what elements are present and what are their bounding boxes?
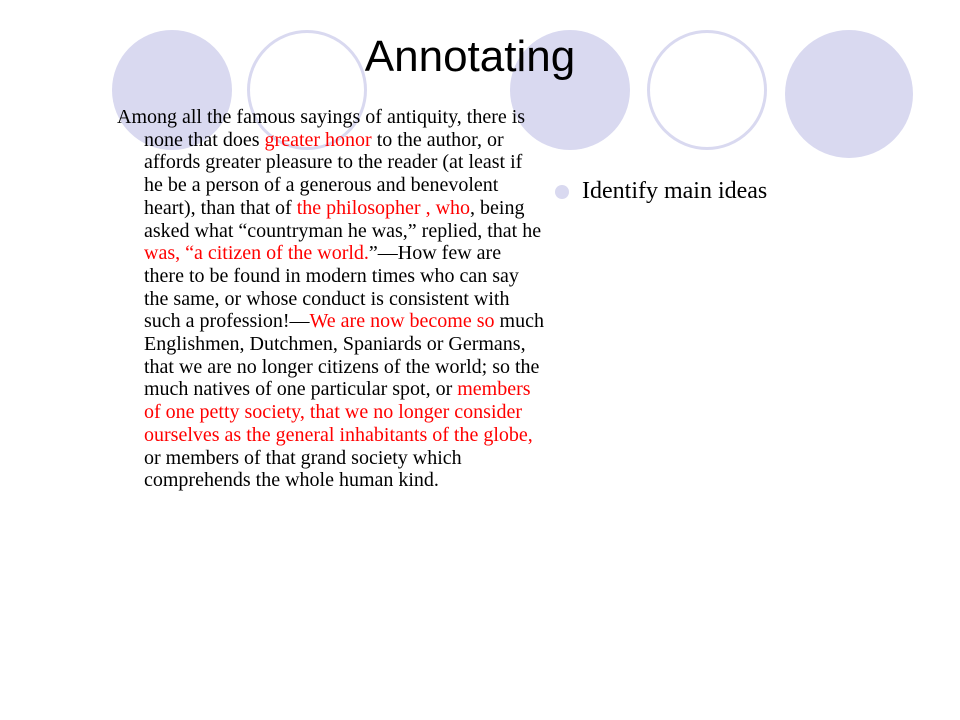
highlighted-phrase: members of one petty society, that we no longer consider ourselves as the general inhabitants of the globe, (144, 378, 533, 446)
passage-segment: to the author, or affords greater pleasure to the reader (at least if he be a person of a generous and benevolent heart), than that of (144, 128, 523, 219)
bullet-item (555, 178, 767, 205)
bullet-label: Identify main ideas (582, 178, 768, 204)
highlighted-phrase: was, “a citizen of the world. (144, 242, 369, 265)
highlighted-phrase: the philosopher , who (296, 196, 471, 219)
passage-text (117, 106, 546, 492)
passage-segment: Among all the famous sayings of antiquity, there is none that does (117, 106, 526, 151)
passage-segment: , being asked what “countryman he was,” replied, that he (144, 196, 542, 242)
passage-segment: much Englishmen, Dutchmen, Spaniards or Germans, that we are no longer citizens of the world; so the much natives of one particular spot, or (144, 310, 544, 401)
highlighted-phrase: greater honor (264, 128, 372, 151)
passage-segment: or members of that grand society which comprehends the whole human kind. (144, 446, 462, 492)
bullet-list (555, 178, 767, 205)
passage-segment: ”—How few are there to be found in modern times who can say the same, or whose conduct is consistent with such a profession!— (144, 242, 519, 333)
slide-title: Annotating (364, 32, 576, 81)
bullet-dot-icon (555, 185, 569, 199)
highlighted-phrase: We are now become so (309, 310, 495, 333)
